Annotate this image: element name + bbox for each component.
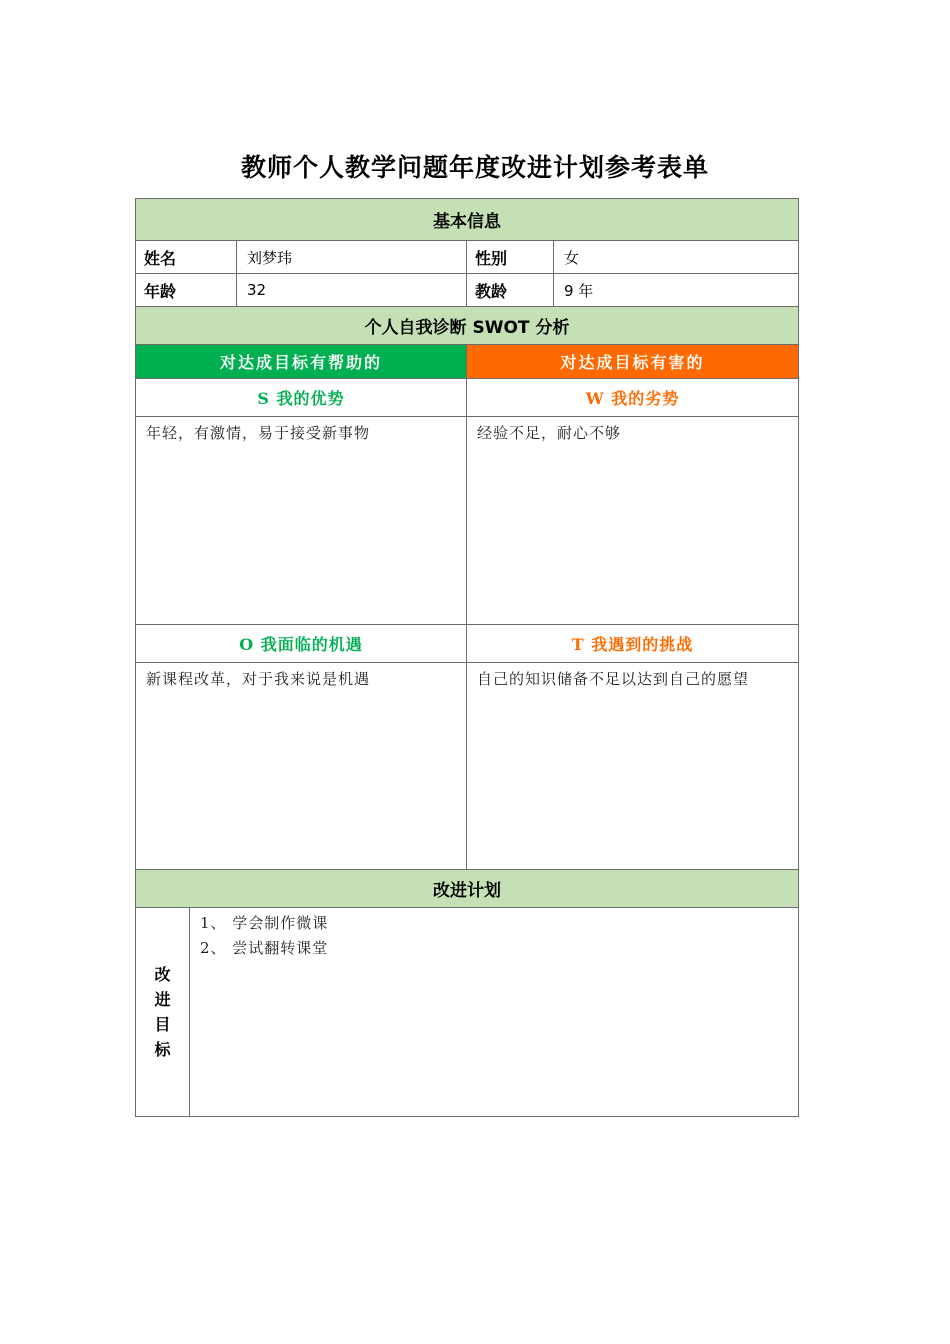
name-label: 姓名 <box>136 241 237 274</box>
weaknesses-text[interactable]: 经验不足，耐心不够 <box>467 417 799 625</box>
target-label-char: 标 <box>154 1040 171 1059</box>
opportunities-text[interactable]: 新课程改革，对于我来说是机遇 <box>136 663 467 870</box>
opportunities-title: O 我面临的机遇 <box>136 625 467 663</box>
target-label-char: 改 <box>154 965 171 984</box>
name-value[interactable]: 刘梦玮 <box>237 241 467 274</box>
plan-form-table <box>135 198 799 1117</box>
strengths-text[interactable]: 年轻，有激情，易于接受新事物 <box>136 417 467 625</box>
gender-label: 性别 <box>467 241 554 274</box>
swot-header: 个人自我诊断 SWOT 分析 <box>136 307 799 345</box>
teaching-age-label: 教龄 <box>467 274 554 307</box>
target-label-char: 进 <box>154 990 171 1009</box>
helpful-header: 对达成目标有帮助的 <box>136 345 467 379</box>
threats-title: T 我遇到的挑战 <box>467 625 799 663</box>
strengths-title: S 我的优势 <box>136 379 467 417</box>
teaching-age-value[interactable]: 9 年 <box>554 274 799 307</box>
target-label-char: 目 <box>154 1015 171 1034</box>
age-value[interactable]: 32 <box>237 274 467 307</box>
improvement-target-label <box>136 908 190 1117</box>
age-label: 年龄 <box>136 274 237 307</box>
basic-info-header: 基本信息 <box>136 199 799 241</box>
weaknesses-title: W 我的劣势 <box>467 379 799 417</box>
harmful-header: 对达成目标有害的 <box>467 345 799 379</box>
page-title: 教师个人教学问题年度改进计划参考表单 <box>240 153 709 182</box>
improvement-plan-header: 改进计划 <box>136 870 799 908</box>
plan-item: 2、 尝试翻转课堂 <box>200 939 329 957</box>
improvement-targets-content[interactable] <box>190 908 799 1117</box>
gender-value[interactable]: 女 <box>554 241 799 274</box>
threats-text[interactable]: 自己的知识储备不足以达到自己的愿望 <box>467 663 799 870</box>
plan-item: 1、 学会制作微课 <box>200 914 329 932</box>
